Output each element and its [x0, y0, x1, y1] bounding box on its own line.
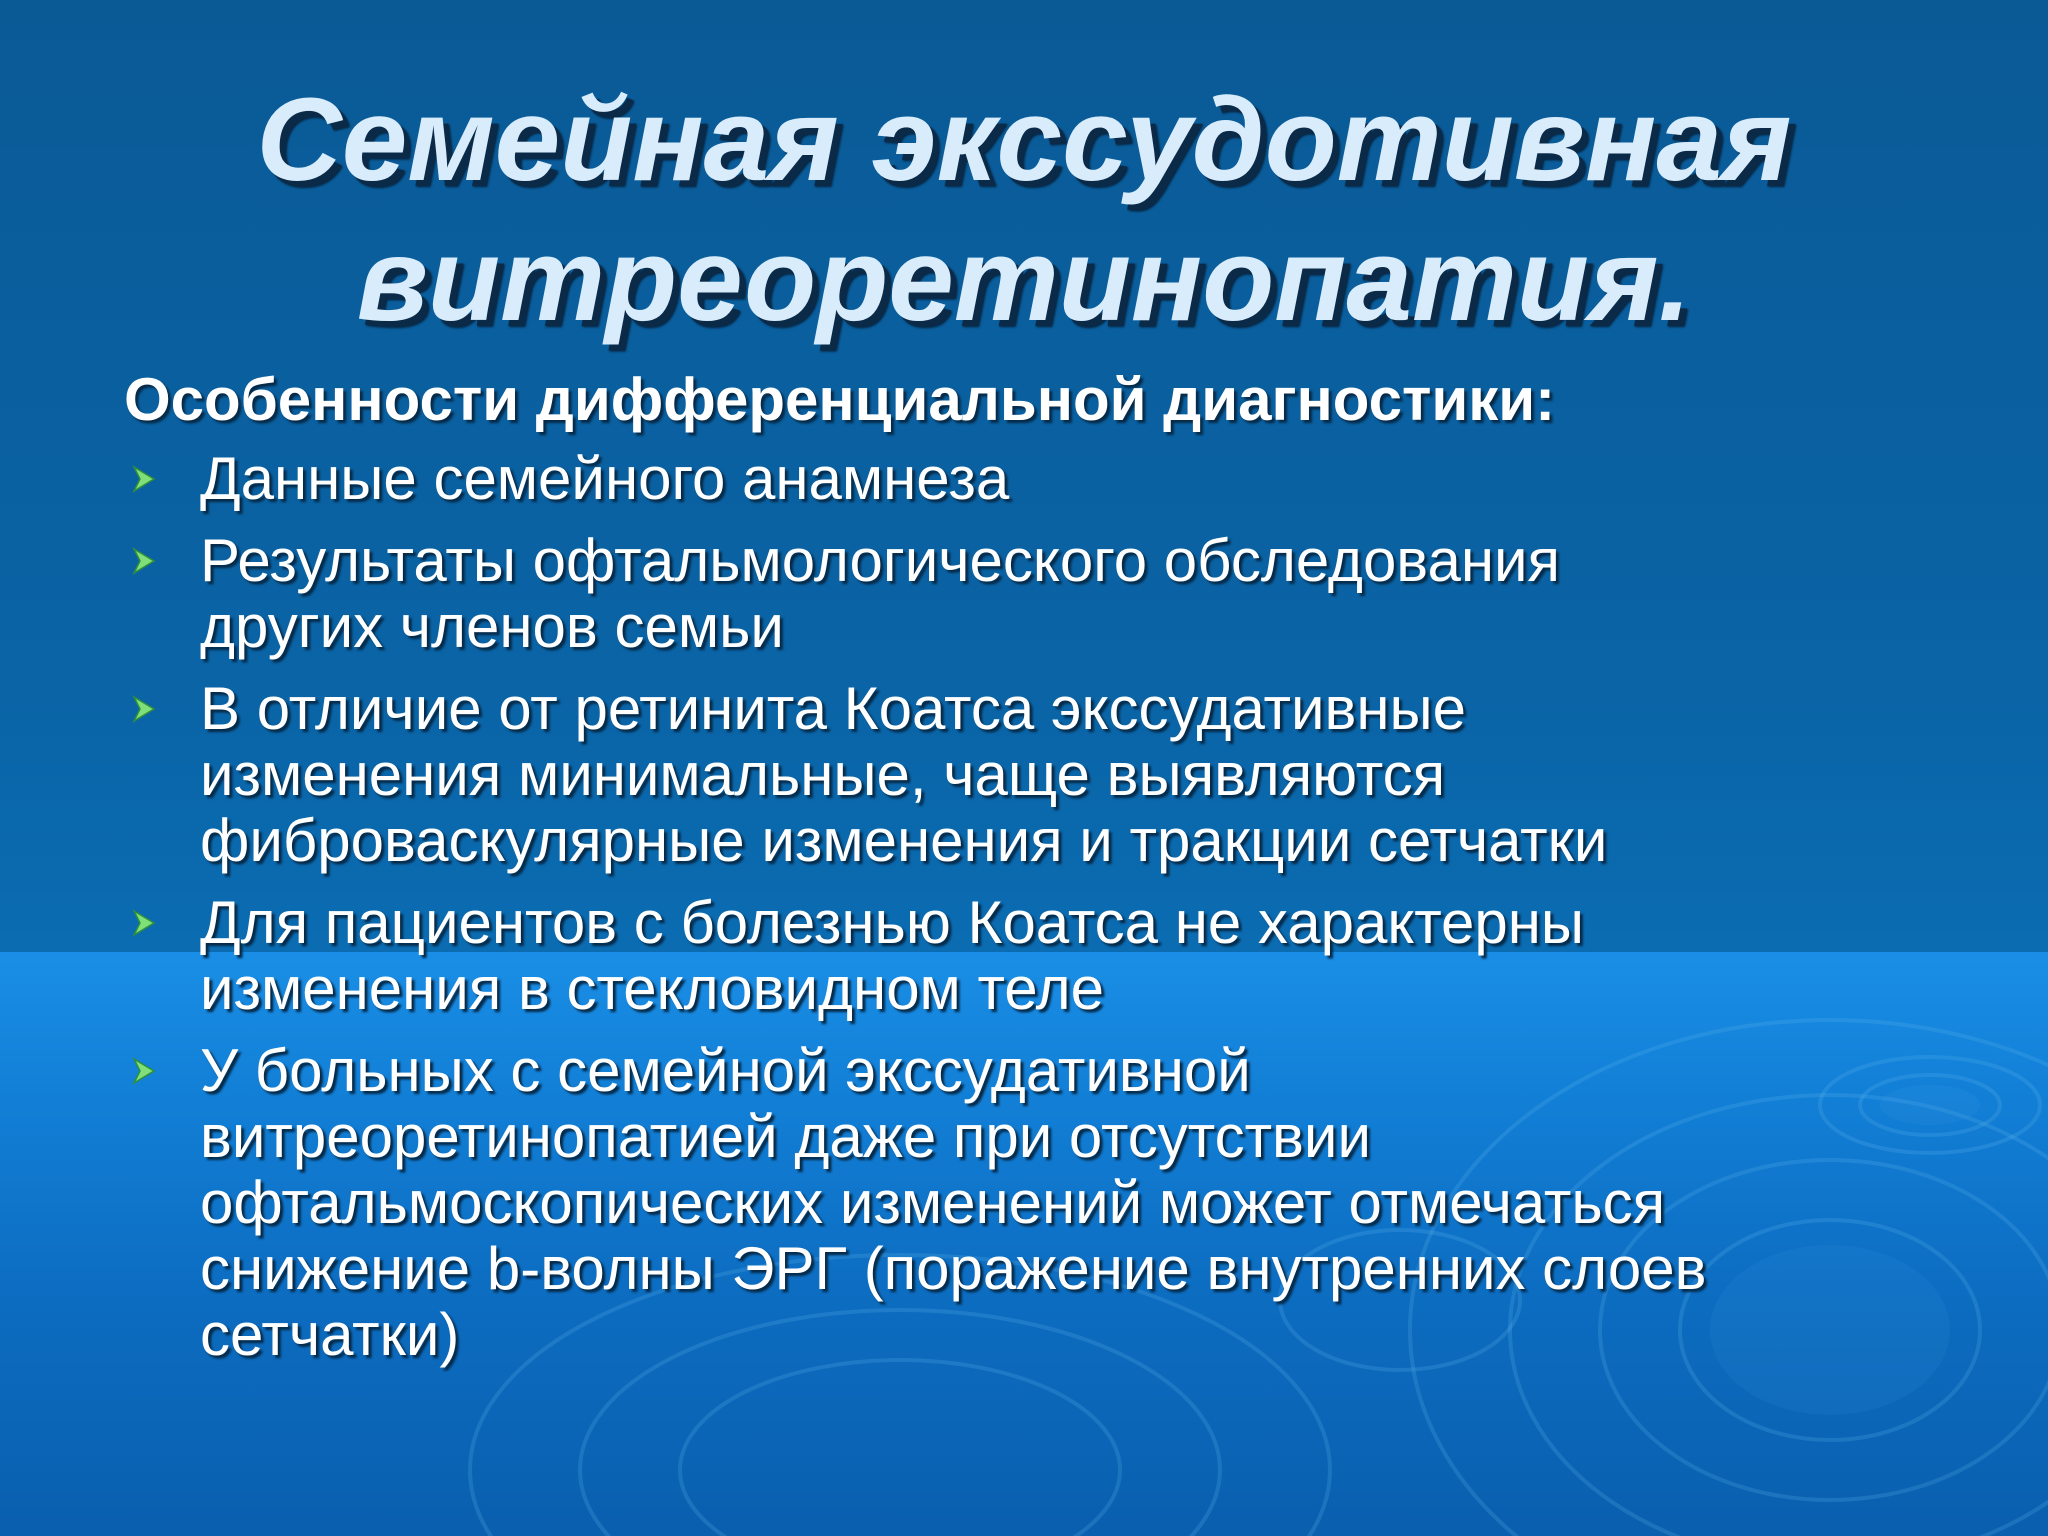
arrow-bullet-icon: [128, 694, 158, 724]
bullet-item: [124, 1038, 2004, 1368]
arrow-bullet-icon: [128, 546, 158, 576]
bullet-item: [124, 676, 2004, 874]
bullet-list: [124, 446, 2004, 1384]
bullet-text: У больных с семейной экссудативной витреоретинопатией даже при отсутствии офтальмоскопических изменений может отмечаться снижение b-волны ЭРГ (поражение внутренних слоев сетчатки): [200, 1037, 1707, 1368]
title-line-1: Семейная экссудотивная: [256, 74, 1792, 206]
bullet-text: Результаты офтальмологического обследования других членов семьи: [200, 527, 1561, 660]
slide-title: [0, 70, 2048, 350]
arrow-bullet-icon: [128, 1056, 158, 1086]
arrow-bullet-icon: [128, 908, 158, 938]
bullet-item: [124, 890, 2004, 1022]
bullet-item: [124, 446, 2004, 512]
section-heading: Особенности дифференциальной диагностики:: [124, 366, 1556, 433]
title-line-2: витреоретинопатия.: [356, 214, 1692, 346]
bullet-text: Данные семейного анамнеза: [200, 445, 1010, 512]
bullet-text: Для пациентов с болезнью Коатса не характерны изменения в стекловидном теле: [200, 889, 1585, 1022]
bullet-text: В отличие от ретинита Коатса экссудативные изменения минимальные, чаще выявляются фиброваскулярные изменения и тракции сетчатки: [200, 675, 1608, 874]
bullet-item: [124, 528, 2004, 660]
arrow-bullet-icon: [128, 464, 158, 494]
